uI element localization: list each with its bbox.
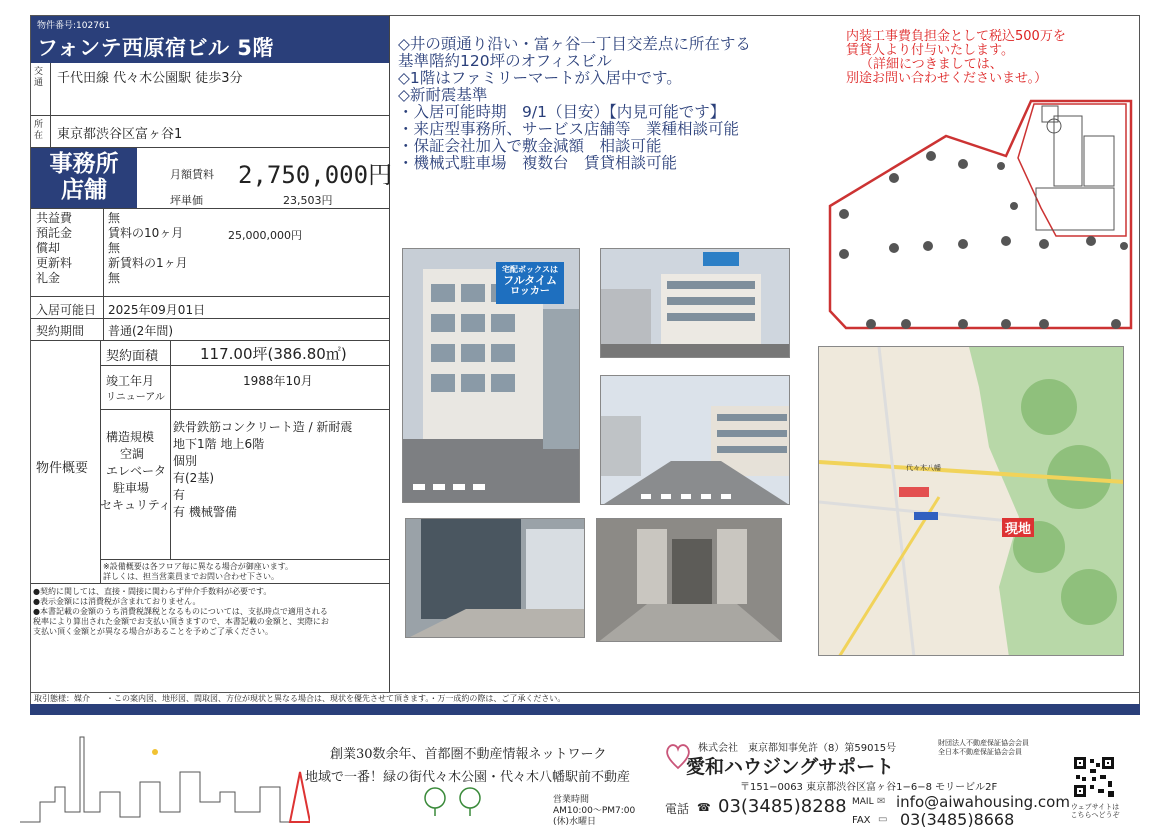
property-title: フォンテ西原宿ビル 5階 (37, 36, 274, 60)
phone-icon: ☎ (697, 801, 711, 814)
move-in-value: 2025年09月01日 (108, 303, 206, 317)
transaction-band (30, 704, 1140, 715)
address-row (31, 116, 389, 148)
overview-spec-labels (100, 429, 171, 514)
equipment-note (103, 562, 293, 582)
slogan-line2: 地域で一番！緑の街代々木公園・代々木八幡駅前不動産 (305, 770, 631, 785)
photo-lobby (596, 518, 782, 642)
description-line: ・入居可能時期 9/1（目安）【内見可能です】 (398, 103, 726, 121)
overview-spec-values (173, 419, 352, 521)
area-label: 契約面積 (106, 349, 159, 364)
tel-number: 03(3485)8288 (718, 796, 847, 817)
association-line: 財団法人不動産保証協会会員 (938, 739, 1029, 747)
sign-line: ロッカー (510, 286, 550, 297)
disclaimers (33, 587, 385, 637)
overview-label: 物件概要 (36, 461, 89, 476)
access-tag: 交通 (31, 63, 51, 115)
subsidy-line: 別途お問い合わせくださいませ。） (846, 71, 1048, 86)
business-hours (553, 795, 635, 827)
monthly-rent-value: 2,750,000円 (238, 161, 393, 189)
company-address: 〒151−0063 東京都渋谷区富ヶ谷1−6−8 モリービル2F (740, 782, 998, 793)
structure-label: 構造規模 (106, 430, 155, 444)
security-label: セキュリティ (100, 498, 171, 512)
move-in-label: 入居可能日 (36, 303, 97, 317)
tel-label: 電話 (665, 802, 690, 816)
website-note-line: ウェブサイトは (1070, 803, 1120, 811)
description-line: ・来店型事務所、サービス店舗等 業種相談可能 (398, 120, 740, 138)
map-here-label: 現地 (1002, 518, 1034, 537)
hours-value: AM10:00〜PM7:00 (553, 806, 636, 816)
fee-label-common: 共益費 (36, 211, 73, 225)
type-store: 店舗 (61, 177, 107, 203)
property-description (398, 36, 838, 172)
photo-building-side (600, 248, 790, 358)
access-row (31, 63, 389, 116)
renewal-label: リニューアル (106, 392, 165, 403)
address-tag: 所在 (31, 116, 51, 147)
description-line: ◇1階はファミリーマートが入居中です。 (398, 69, 682, 87)
fee-value-common: 無 (108, 211, 121, 225)
tree-illustration (420, 786, 520, 816)
disclaimer-line: 税率により算出された金額でお支払い頂きますので、本書記載の金額と、実際にお (33, 617, 329, 626)
property-type (31, 148, 137, 208)
fee-label-deposit: 預託金 (36, 226, 73, 240)
city-skyline-illustration (20, 732, 310, 827)
fax-label: FAX (852, 815, 871, 826)
contract-value: 普通(2年間) (108, 324, 173, 338)
license-text: 株式会社 東京都知事免許（8）第59015号 (698, 743, 897, 754)
subsidy-note (846, 30, 1136, 86)
deposit-amount: 25,000,000円 (228, 229, 302, 242)
floors-value: 地下1階 地上6階 (173, 437, 265, 451)
mail-address: info@aiwahousing.com (896, 793, 1070, 811)
fee-value-key-money: 無 (108, 271, 121, 285)
address-text: 東京都渋谷区富ヶ谷1 (57, 127, 183, 142)
sign-line: 宅配ボックスは (502, 265, 558, 274)
fee-value-deposit: 賃料の10ヶ月 (108, 226, 184, 240)
slogan-line1: 創業30数余年、首都圏不動産情報ネットワーク (330, 747, 607, 762)
fee-labels (36, 211, 72, 286)
association-line: 全日本不動産保証協会会員 (938, 748, 1022, 756)
type-office: 事務所 (49, 151, 119, 177)
security-value: 有 機械警備 (173, 505, 237, 519)
fee-values (108, 211, 188, 286)
fax-icon: ▭ (878, 814, 888, 825)
property-header (31, 16, 389, 63)
tsubo-price-value: 23,503円 (283, 194, 333, 207)
hours-label: 営業時間 (553, 795, 590, 805)
parking-label: 駐車場 (113, 481, 150, 495)
access-text: 千代田線 代々木公園駅 徒歩3分 (57, 71, 243, 86)
parking-value: 有 (173, 488, 186, 502)
fax-number: 03(3485)8668 (900, 810, 1015, 827)
floor-plan (826, 96, 1134, 336)
map-station-label: 代々木八幡 (906, 464, 941, 472)
mail-icon: ✉ (877, 796, 886, 807)
transaction-bar: 取引態様：媒介 ・この案内図、地形図、間取図、方位が現状と異なる場合は、現状を優先させて頂きます。・万一成約の際は、ご了承ください。 (30, 692, 1140, 704)
photo-entrance (405, 518, 585, 638)
property-number: 物件番号:102761 (37, 21, 111, 31)
area-value: 117.00坪(386.80㎡) (200, 345, 347, 363)
built-value: 1988年10月 (243, 374, 313, 388)
description-line: 基準階約120坪のオフィスビル (398, 52, 612, 70)
elevator-label: エレベータ (106, 464, 167, 478)
disclaimer-line: ●表示金額には消費税が含まれておりません。 (33, 597, 201, 606)
photo-street-view (600, 375, 790, 505)
fee-value-amortization: 無 (108, 241, 121, 255)
monthly-rent-label: 月額賃料 (170, 168, 214, 181)
description-line: ◇井の頭通り沿い・富ヶ谷一丁目交差点に所在する (398, 35, 751, 53)
description-line: ◇新耐震基準 (398, 86, 488, 104)
disclaimer-line: ●本書記載の金額のうち消費税課税となるものについては、支払時点で適用される (33, 607, 328, 616)
subsidy-line: （詳細につきましては、 (860, 57, 1003, 72)
fee-label-amortization: 償却 (36, 241, 61, 255)
website-note-line: こちらへどうぞ (1070, 811, 1120, 819)
built-label: 竣工年月 (106, 374, 155, 388)
mail-label: MAIL (852, 797, 874, 807)
company-name: 愛和ハウジングサポート (686, 756, 895, 778)
associations (938, 739, 1029, 757)
ac-label: 空調 (120, 447, 145, 461)
contract-label: 契約期間 (36, 324, 85, 338)
fee-value-renewal: 新賃料の1ヶ月 (108, 256, 188, 270)
tsubo-price-label: 坪単価 (170, 194, 203, 207)
location-map (818, 346, 1124, 656)
closed-day: (休)水曜日 (553, 817, 597, 827)
subsidy-line: 賃貸人より付与いたします。 (846, 43, 1014, 58)
sign-board (496, 262, 564, 304)
fee-label-renewal: 更新料 (36, 256, 73, 270)
elevator-value: 有(2基) (173, 471, 214, 485)
structure-value: 鉄骨鉄筋コンクリート造 / 新耐震 (173, 420, 353, 434)
disclaimer-line: 支払い頂く金額とが異なる場合があることを予めご了承ください。 (33, 627, 273, 636)
disclaimer-line: ●契約に関しては、直接・間接に関わらず仲介手数料が必要です。 (33, 587, 272, 596)
qr-code-icon[interactable] (1072, 755, 1116, 799)
description-line: ・保証会社加入で敷金減額 相談可能 (398, 137, 662, 155)
equipment-note-line2: 詳しくは、担当営業員までお問い合わせ下さい。 (103, 572, 279, 581)
ac-value: 個別 (173, 454, 198, 468)
equipment-note-line1: ※設備概要は各フロア毎に異なる場合が御座います。 (103, 562, 294, 571)
website-note (1064, 803, 1126, 819)
description-line: ・機械式駐車場 複数台 賃貸相談可能 (398, 154, 678, 172)
subsidy-line: 内装工事費負担金として税込500万を (846, 29, 1066, 44)
fee-label-key-money: 礼金 (36, 271, 61, 285)
sign-line: フルタイム (503, 274, 557, 287)
